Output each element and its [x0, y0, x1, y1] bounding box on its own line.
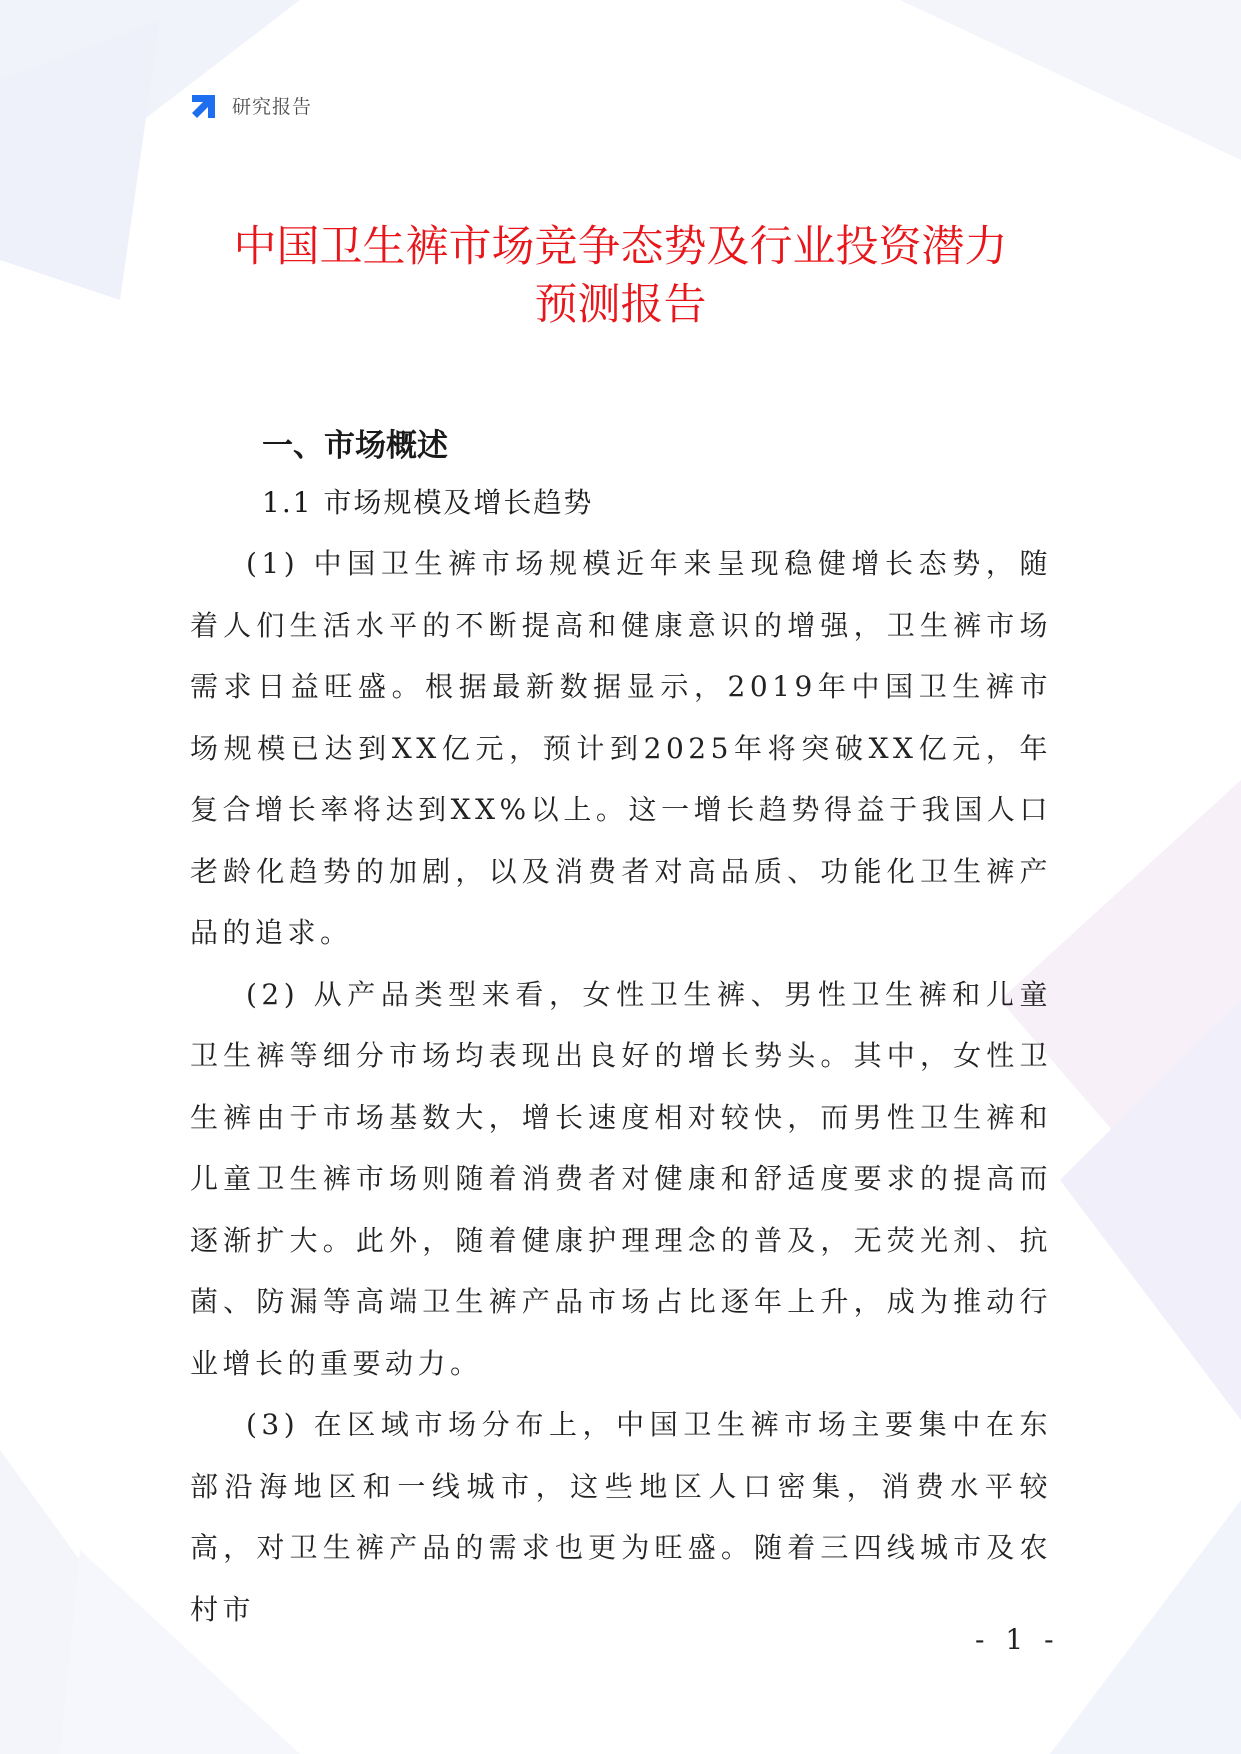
page-number: - 1 -	[975, 1623, 1060, 1656]
paragraph-3: (3) 在区域市场分布上，中国卫生裤市场主要集中在东部沿海地区和一线城市，这些地区人口密集，消费水平较高，对卫生裤产品的需求也更为旺盛。随着三四线城市及农村市	[190, 1408, 1052, 1626]
brand-text: 研究报告	[232, 95, 313, 118]
section-heading: 一、市场概述	[262, 428, 448, 464]
subsection-heading: 1.1 市场规模及增长趋势	[262, 486, 594, 519]
paragraph-1: (1) 中国卫生裤市场规模近年来呈现稳健增长态势，随着人们生活水平的不断提高和健康意识的增强，卫生裤市场需求日益旺盛。根据最新数据显示，2019年中国卫生裤市场规模已达到XX亿元，预计到2025年将突破XX亿元，年复合增长率将达到XX%以上。这一增长趋势得益于我国人口老龄化趋势的加剧，以及消费者对高品质、功能化卫生裤产品的追求。	[190, 547, 1052, 949]
title-line-1: 中国卫生裤市场竞争态势及行业投资潜力	[233, 222, 1008, 272]
title-line-2: 预测报告	[534, 280, 707, 330]
document-title	[170, 218, 1071, 334]
arrow-logo-icon	[188, 88, 222, 122]
body-text	[190, 533, 1052, 1640]
paragraph-2: (2) 从产品类型来看，女性卫生裤、男性卫生裤和儿童卫生裤等细分市场均表现出良好的增长势头。其中，女性卫生裤由于市场基数大，增长速度相对较快，而男性卫生裤和儿童卫生裤市场则随着消费者对健康和舒适度要求的提高而逐渐扩大。此外，随着健康护理理念的普及，无荧光剂、抗菌、防漏等高端卫生裤产品市场占比逐年上升，成为推动行业增长的重要动力。	[190, 977, 1052, 1380]
report-brand	[188, 88, 312, 122]
